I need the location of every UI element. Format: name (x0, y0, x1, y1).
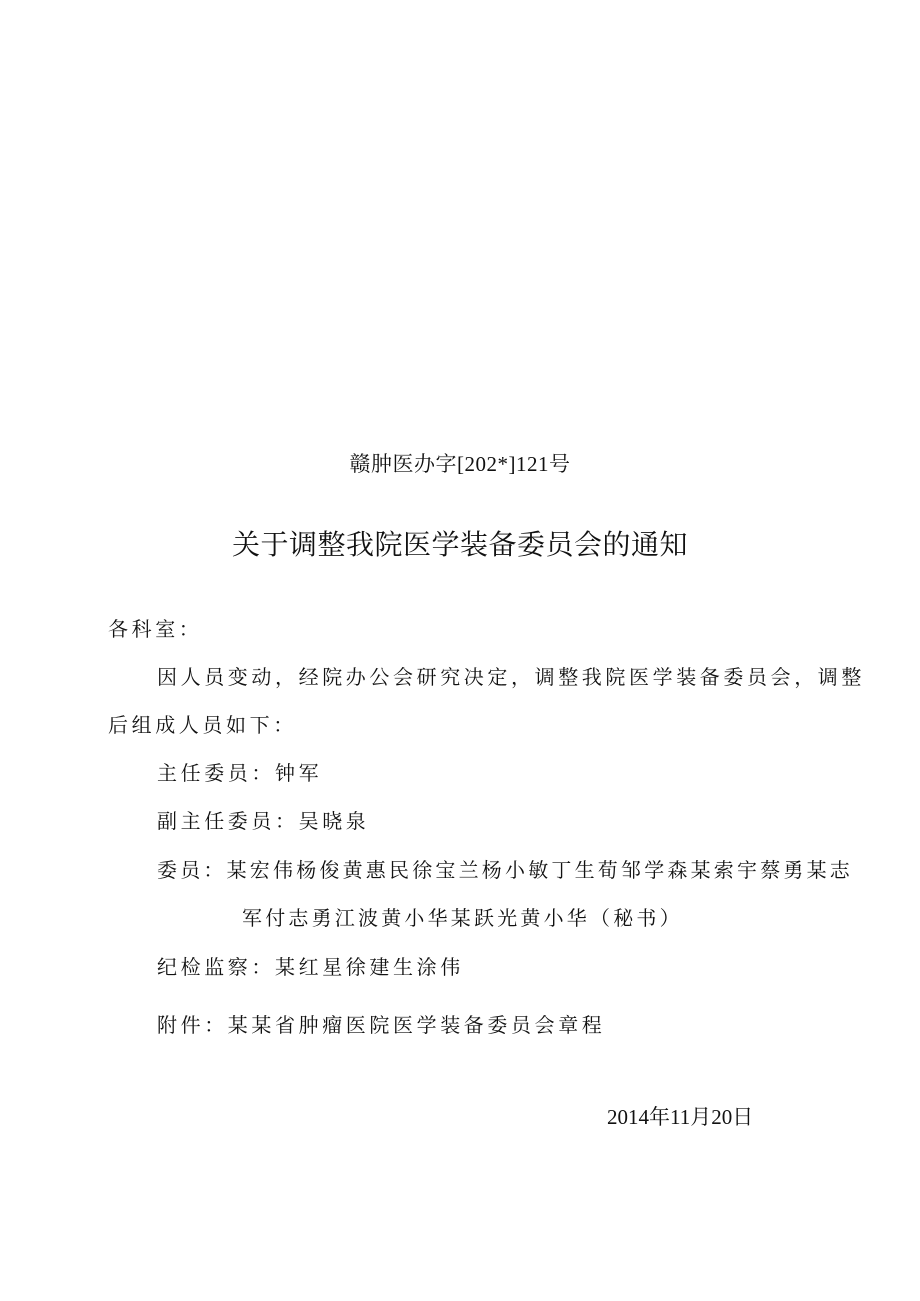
vice-director-line: 副主任委员：吴晓泉 (157, 809, 370, 833)
body-paragraph-line-2: 后组成人员如下： (108, 713, 297, 737)
members-line-1: 委员：某宏伟杨俊黄惠民徐宝兰杨小敏丁生荀邹学森某索宇蔡勇某志 (157, 858, 853, 882)
body-paragraph-line-1: 因人员变动，经院办公会研究决定，调整我院医学装备委员会，调整 (157, 665, 865, 689)
document-number: 赣肿医办字[202*]121号 (349, 452, 571, 476)
greeting: 各科室： (108, 617, 203, 641)
document-title: 关于调整我院医学装备委员会的通知 (231, 528, 688, 561)
attachment-line: 附件：某某省肿瘤医院医学装备委员会章程 (157, 1013, 606, 1037)
discipline-line: 纪检监察：某红星徐建生涂伟 (157, 955, 464, 979)
director-line: 主任委员：钟军 (157, 761, 323, 785)
document-date: 2014年11月20日 (607, 1105, 754, 1129)
members-line-2: 军付志勇江波黄小华某跃光黄小华（秘书） (242, 906, 683, 930)
